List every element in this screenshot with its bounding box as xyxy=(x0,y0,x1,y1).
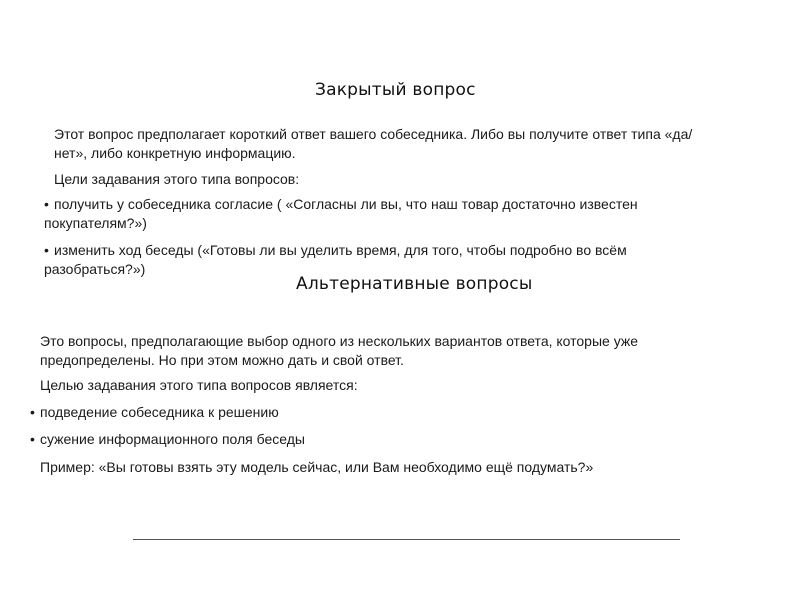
bottom-divider xyxy=(133,539,680,540)
section2-bullet-text: сужение информационного поля беседы xyxy=(40,431,305,447)
section1-intro-paragraph: Этот вопрос предполагает короткий ответ вашего собеседника. Либо вы получите ответ типа «да/нет», либо конкретную информацию. xyxy=(54,126,693,161)
section2-example: Пример: «Вы готовы взять эту модель сейчас, или Вам необходимо ещё подумать?» xyxy=(40,459,594,475)
bullet-icon: • xyxy=(30,404,35,420)
bullet-icon: • xyxy=(30,431,35,447)
section2-intro-paragraph: Это вопросы, предполагающие выбор одного из нескольких вариантов ответа, которые уже предопределены. Но при этом можно дать и свой ответ. xyxy=(40,333,639,368)
section1-goals-heading: Цели задавания этого типа вопросов: xyxy=(54,171,300,187)
section2-bullet-item xyxy=(30,403,720,422)
section1-bullet-text: получить у собеседника согласие ( «Согласны ли вы, что наш товар достаточно известен покупателям?») xyxy=(44,196,638,231)
section2-bullet-text: подведение собеседника к решению xyxy=(40,404,279,420)
section1-bullet-item xyxy=(44,195,724,232)
section2-bullet-item xyxy=(30,430,720,449)
bullet-icon: • xyxy=(44,196,49,212)
section2-title: Альтернативные вопросы xyxy=(296,274,533,294)
bullet-icon: • xyxy=(44,242,49,258)
section1-bullet-item xyxy=(44,241,724,278)
section1-bullet-text: изменить ход беседы («Готовы ли вы уделить время, для того, чтобы подробно во всём разобраться?») xyxy=(44,242,627,277)
section2-goals-heading: Целью задавания этого типа вопросов является: xyxy=(40,377,358,393)
section1-title: Закрытый вопрос xyxy=(315,80,476,100)
